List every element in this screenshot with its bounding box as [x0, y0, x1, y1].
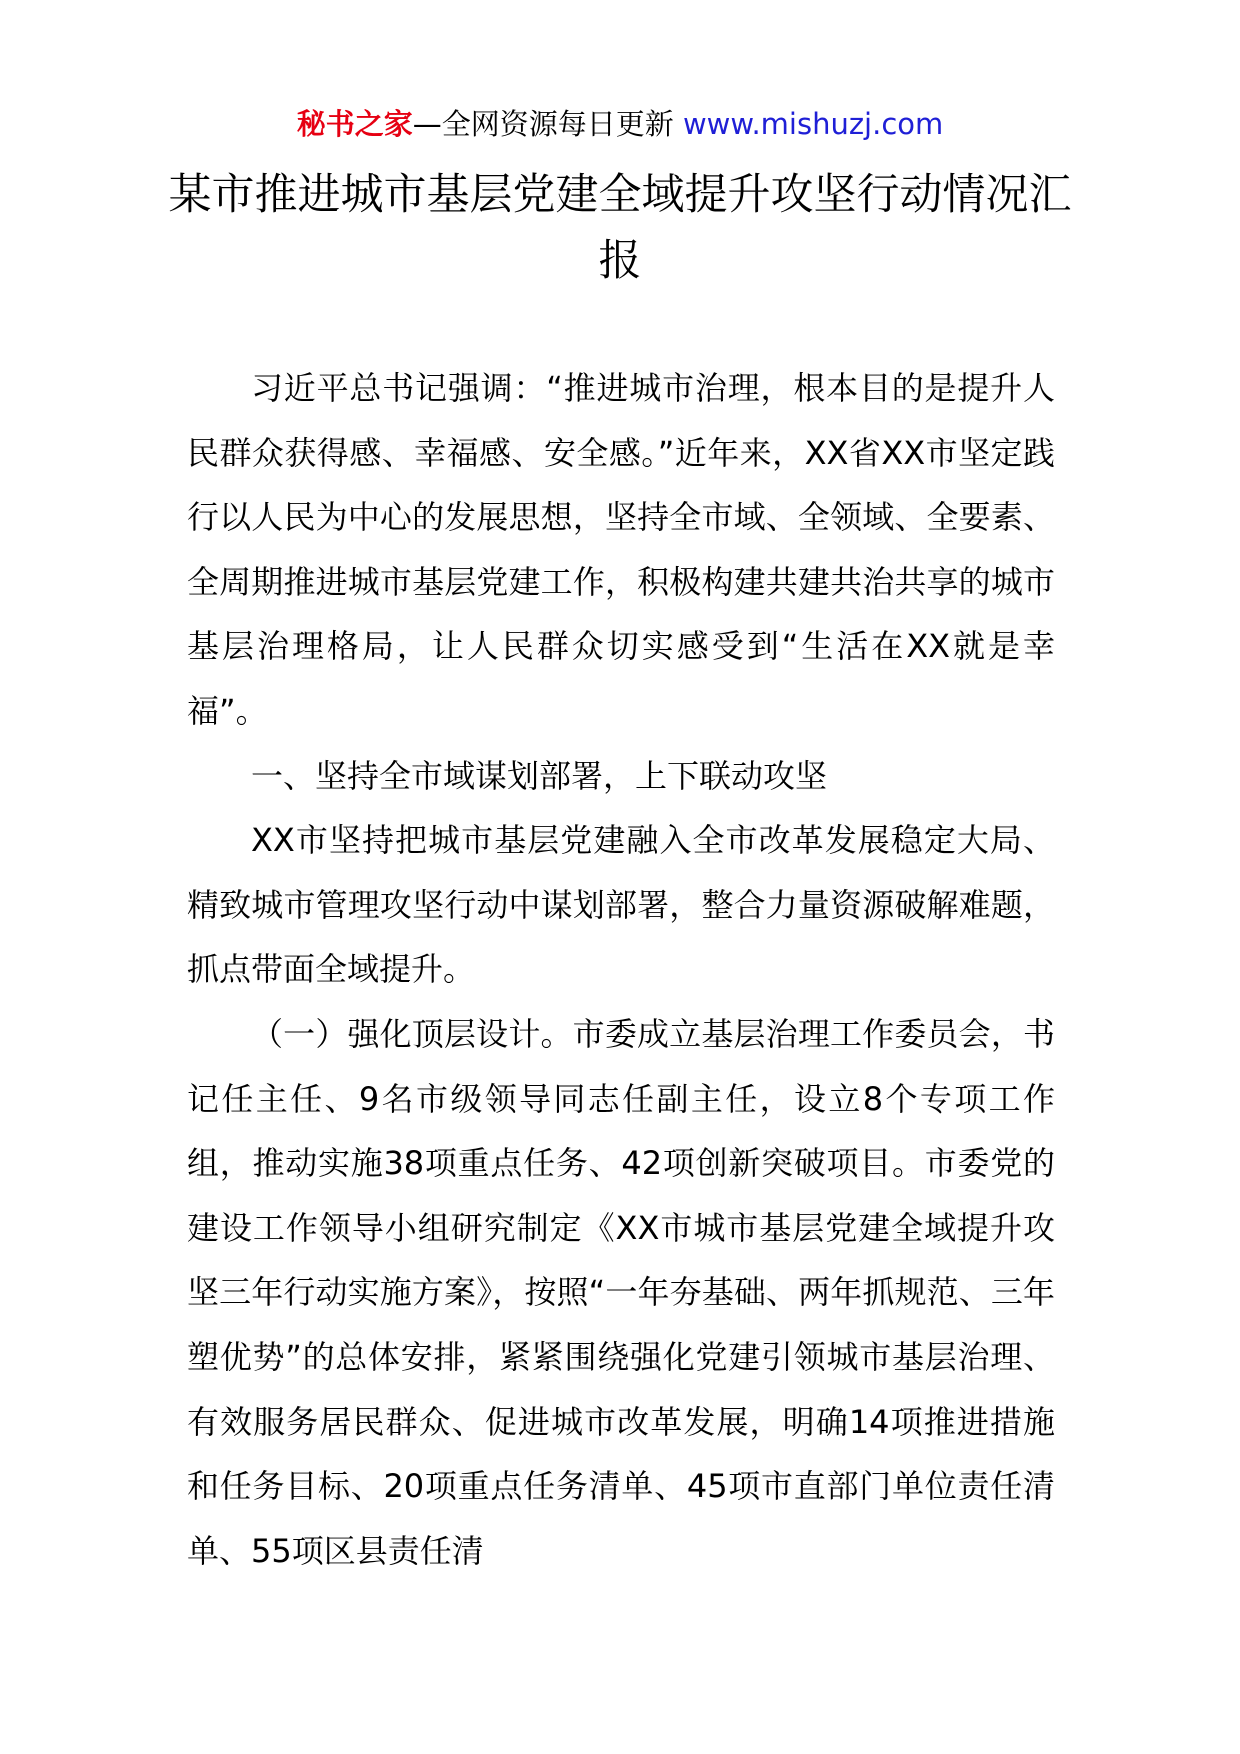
body-paragraph-subsection-1: （一）强化顶层设计。市委成立基层治理工作委员会，书记任主任、9名市级领导同志任副主任，设立8个专项工作组，推动实施38项重点任务、42项创新突破项目。市委党的建设工作领导小组研究制定《XX市城市基层党建全域提升攻坚三年行动实施方案》，按照“一年夯基础、两年抓规范、三年塑优势”的总体安排，紧紧围绕强化党建引领城市基层治理、有效服务居民群众、促进城市改革发展，明确14项推进措施和任务目标、20项重点任务清单、45项市直部门单位责任清单、55项区县责任清	[187, 1014, 1055, 1570]
brand-name: 秘书之家	[296, 107, 413, 141]
section-heading-1: 一、坚持全市域谋划部署，上下联动攻坚	[251, 756, 828, 795]
document-body	[187, 356, 1055, 1583]
body-paragraph-section-1: XX市坚持把城市基层党建融入全市改革发展稳定大局、精致城市管理攻坚行动中谋划部署，整合力量资源破解难题，抓点带面全域提升。	[187, 821, 1055, 989]
site-url-link[interactable]: www.mishuzj.com	[682, 107, 944, 141]
document-title: 某市推进城市基层党建全域提升攻坚行动情况汇报	[168, 170, 1072, 286]
brand-slogan: —全网资源每日更新	[412, 107, 674, 141]
site-watermark-header	[0, 104, 1240, 144]
body-paragraph-intro: 习近平总书记强调：“推进城市治理，根本目的是提升人民群众获得感、幸福感、安全感。”近年来，XX省XX市坚定践行以人民为中心的发展思想，坚持全市域、全领域、全要素、全周期推进城市基层党建工作，积极构建共建共治共享的城市基层治理格局，让人民群众切实感受到“生活在XX就是幸福”。	[187, 369, 1055, 730]
